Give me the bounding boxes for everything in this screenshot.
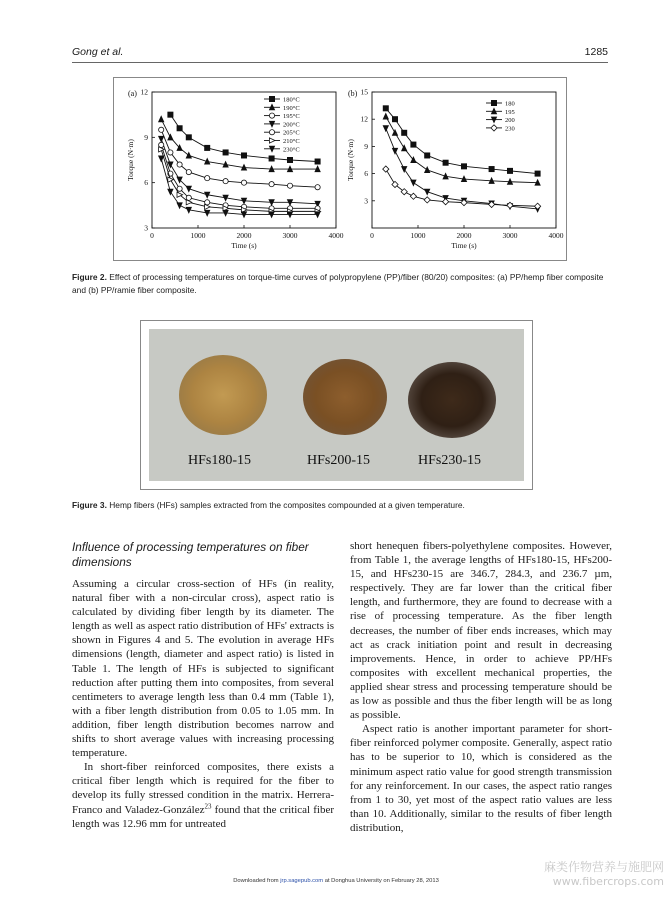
data-point [241,153,246,158]
legend-entry: 230°C [283,146,300,154]
data-point [223,179,228,184]
y-tick-label: 12 [140,87,148,97]
data-point [410,193,416,199]
sample-label-230: HFs230-15 [418,453,482,468]
data-point [443,199,449,205]
legend-entry: 180 [505,100,515,108]
data-point [392,148,397,154]
left-paragraph-2-text-a: In short-fiber reinforced composites, there exists a critical fiber length which is required for the fiber to develop its fully stressed condition in the matrix. Herrera-Franco and Valadez-González [72,761,334,816]
legend-marker [491,100,496,105]
data-point [425,153,430,158]
data-point [424,197,430,203]
legend-marker [269,138,275,143]
y-tick-label: 6 [144,178,148,188]
data-point [507,202,513,208]
data-point [411,142,416,147]
legend [264,96,300,153]
right-paragraph-1: short henequen fibers-polyethylene composites. However, from Table 1, the average lengths of HFs180-15, HFs200-15, and HFs230-15 are 346.7, 284.3, and 236.7 µm, respectively. They are far lower than the critical fiber length, and furthermore, they are found to decrease with a rise of processing temperature. As the fiber length decreases, the number of fiber ends increases, which may act as crack initiation point and result in decreasing improvements. Hence, in order to achieve PP/HFs composites with excellent mechanical properties, the applied shear stress and processing temperature should be as low as possible and thus the fiber length will be as long as possible. [350,540,612,722]
x-tick-label: 4000 [328,231,344,240]
watermark-line-2: www.fibercrops.com [552,875,664,888]
data-point [402,145,407,151]
section-heading [72,540,334,570]
data-point [315,159,320,164]
watermark-line-1: 麻类作物营养与施肥网 [543,860,664,874]
legend-marker [269,96,274,101]
data-point [177,126,182,131]
series-line [386,116,538,182]
figure-2-caption [72,271,612,296]
data-point [443,160,448,165]
figure-2-caption-text: Effect of processing temperatures on torque-time curves of polypropylene (PP)/fiber (80/20) composites: (a) PP/hemp fiber composite and (b) PP/ramie fiber composite. [72,272,604,295]
x-axis-label: Time (s) [451,241,477,250]
legend-marker [269,113,274,118]
data-point [177,162,182,167]
data-point [186,169,191,174]
legend-entry: 180°C [283,96,300,104]
panel-label: (a) [128,89,137,98]
data-point [177,203,182,209]
x-tick-label: 2000 [236,231,252,240]
y-tick-label: 15 [360,87,368,97]
data-point [205,145,210,150]
x-tick-label: 0 [150,231,154,240]
footer-prefix: Downloaded from [233,878,281,884]
data-point [402,130,407,135]
legend-entry: 195°C [283,113,300,121]
data-point [168,150,173,155]
data-point [269,156,274,161]
x-tick-label: 1000 [410,231,426,240]
figure-2-caption-label: Figure 2. [72,272,107,282]
footer-suffix: at Donghua University on February 28, 2013 [323,878,439,884]
legend [486,100,515,132]
x-tick-label: 2000 [456,231,472,240]
x-axis-label: Time (s) [231,241,257,250]
data-point [159,116,164,122]
sample-label-200: HFs200-15 [307,453,371,468]
figure-2 [113,77,567,261]
y-tick-label: 6 [364,169,368,179]
data-point [205,176,210,181]
data-point [383,113,388,119]
y-tick-label: 9 [144,132,148,142]
x-tick-label: 4000 [548,231,564,240]
running-head: Gong et al. [72,46,124,58]
data-point [186,135,191,140]
data-point [535,171,540,176]
section-heading-line-1: Influence of processing temperatures on fiber [72,540,309,554]
data-point [383,166,389,172]
y-tick-label: 9 [364,141,368,151]
data-point [425,167,430,173]
y-axis-label: Torque (N·m) [126,139,135,181]
legend-entry: 230 [505,125,515,133]
data-point [507,168,512,173]
x-tick-label: 3000 [282,231,298,240]
sample-pile-230 [408,362,496,438]
figure-3-caption-text: Hemp fibers (HFs) samples extracted from the composites compounded at a given temperature. [109,500,465,510]
legend-entry: 200°C [283,121,300,129]
data-point [287,183,292,188]
chart-panel-b [346,88,564,251]
panel-label: (b) [348,89,358,98]
data-point [168,112,173,117]
left-paragraph-2 [72,760,334,830]
x-tick-label: 1000 [190,231,206,240]
data-point [177,186,182,191]
figure-3-caption-label: Figure 3. [72,500,107,510]
series-line [161,149,317,211]
sample-label-180: HFs180-15 [188,453,252,468]
data-point [287,157,292,162]
figure-3-caption [72,499,612,512]
left-column [72,577,334,831]
data-point [392,130,397,136]
x-tick-label: 3000 [502,231,518,240]
data-point [223,150,228,155]
y-tick-label: 3 [144,223,148,233]
reference-23: 23 [204,801,212,810]
figure-3 [140,320,533,490]
data-point [159,127,164,132]
y-axis-label: Torque (N·m) [346,139,355,181]
figure-2-charts [114,78,566,260]
data-point [241,180,246,185]
section-heading-line-2: dimensions [72,555,132,569]
y-tick-label: 3 [364,196,368,206]
legend-marker [491,125,497,131]
data-point [315,185,320,190]
legend-entry: 200 [505,117,515,125]
data-point [392,117,397,122]
data-point [159,136,164,142]
data-point [168,134,173,140]
y-tick-label: 12 [360,114,368,124]
chart-panel-a [126,88,344,251]
data-point [205,200,210,205]
right-paragraph-2: Aspect ratio is another important parameter for short-fiber reinforced polymer composite. Generally, aspect ratio has to be superior to 10, which is considered as the minimum aspect ratio value for good strength transmission for any reinforcement. In our cases, the aspect ratio ranges from 1 to 30, yet most of the aspect ratio values are less than 10. Additionally, similar to the results of fiber length distribution, [350,723,612,834]
right-column [350,539,612,835]
figure-3-photo [141,321,532,489]
left-paragraph-2-text-b: found that the critical fiber length was 12.96 mm for untreated [72,803,334,830]
sample-pile-200 [303,359,387,435]
data-point [411,180,416,186]
left-paragraph-1: Assuming a circular cross-section of HFs (in reality, natural fiber with a non-circular cross), aspect ratio is calculated by dividing fiber length by its diameter. The length as well as aspect ratio distribution of HFs' extracts is shown in Figures 4 and 5. The evolution in average HFs dimensions (length, diameter and aspect ratio) is listed in Table 1. The length of HFs is subjected to significant reduction after putting them into composites, from several centimeters to average length less than 0.4 mm (Table 1), with a fiber length distribution from 0.05 to 1.05 mm. In addition, fiber length distribution becomes narrow and shifts to short average values with increasing processing temperature. [72,578,334,760]
legend-entry: 205°C [283,129,300,137]
legend-marker [269,130,274,135]
legend-entry: 210°C [283,138,300,145]
header-rule [72,62,608,63]
legend-entry: 190°C [283,104,300,112]
data-point [383,106,388,111]
data-point [489,166,494,171]
legend-entry: 195 [505,108,515,116]
data-point [269,182,274,187]
data-point [159,156,164,162]
data-point [461,164,466,169]
data-point [383,126,388,132]
x-tick-label: 0 [370,231,374,240]
page-number: 1285 [584,46,608,58]
watermark [544,858,664,888]
sample-pile-180 [179,355,267,435]
data-point [159,142,164,147]
data-point [186,195,191,200]
footer-link[interactable]: jrp.sagepub.com [280,878,324,884]
data-point [186,152,191,158]
